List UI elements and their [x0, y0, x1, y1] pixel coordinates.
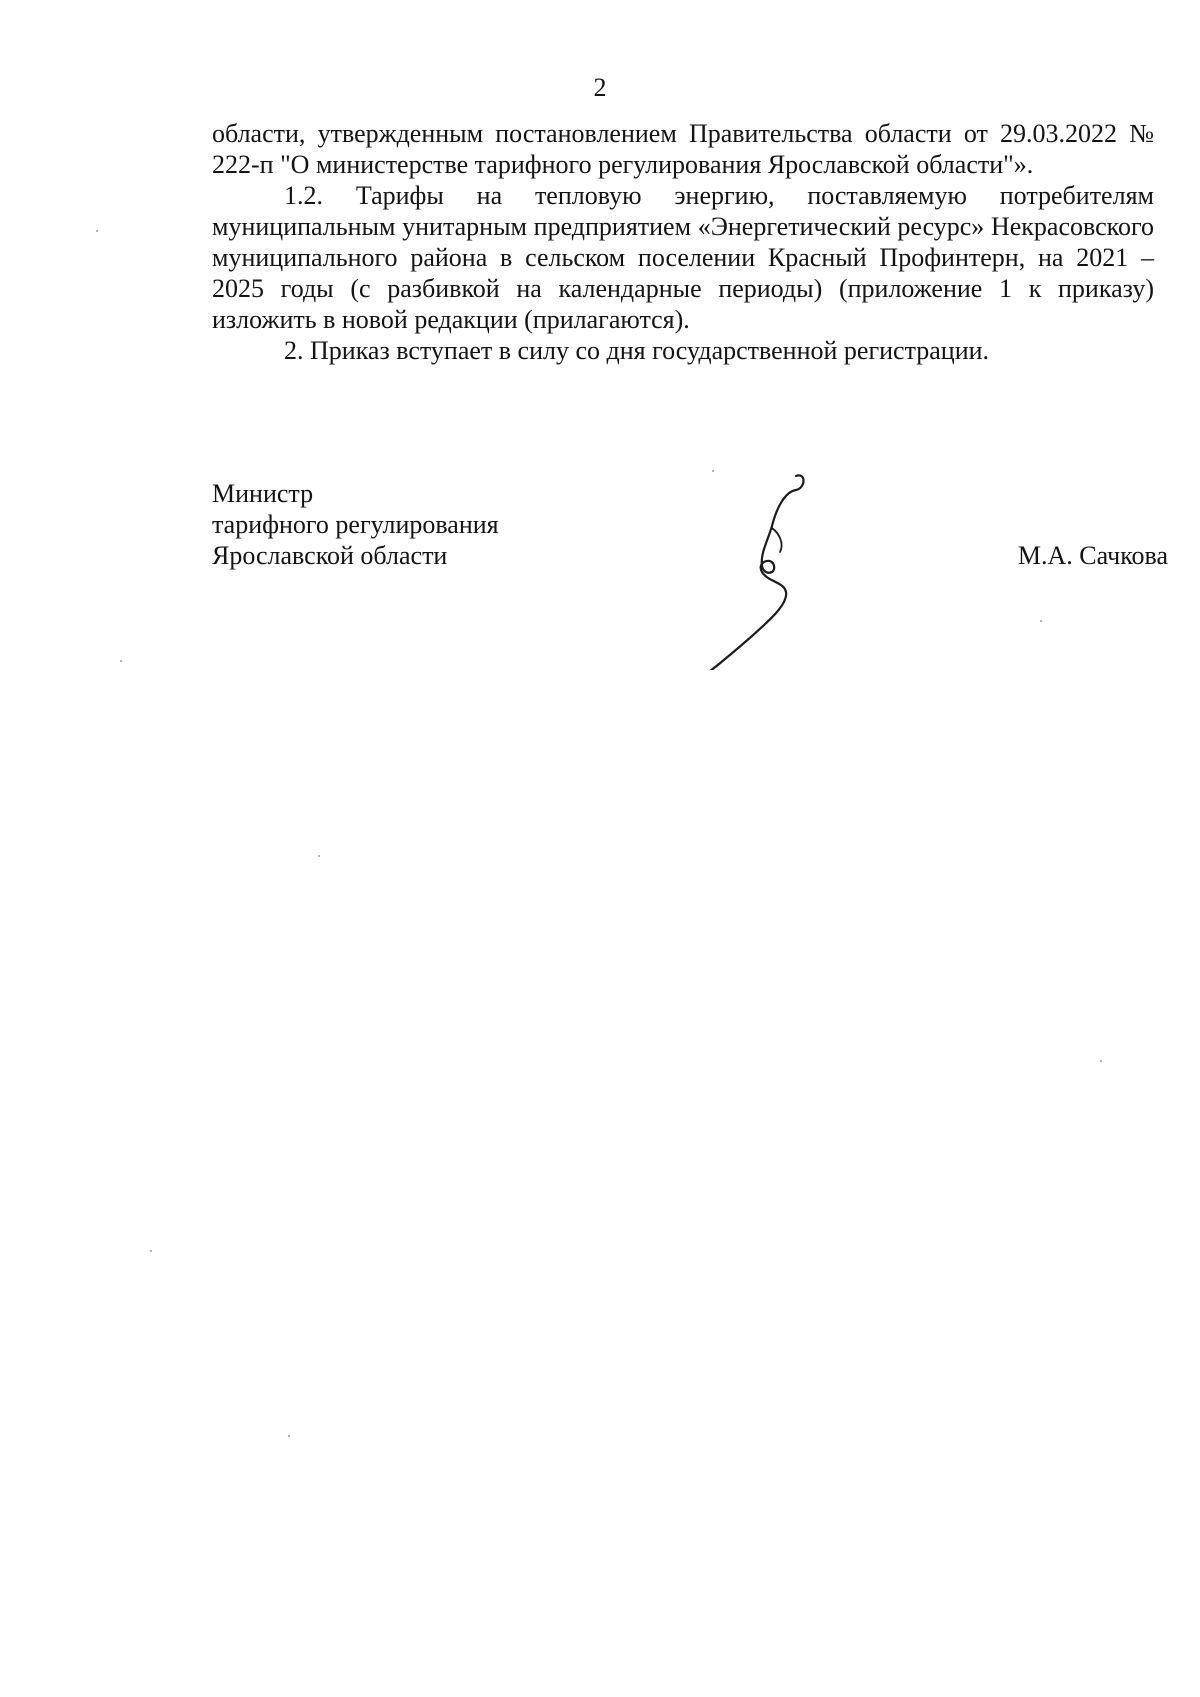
- signer-name: М.А. Сачкова: [1017, 541, 1168, 570]
- position-line-2: тарифного регулирования: [212, 510, 499, 539]
- paragraph-item-1-2: 1.2. Тарифы на тепловую энергию, поставляемую потребителям муниципальным унитарным предприятием «Энергетический ресурс» Некрасовского муниципального района в сельском поселении Красный Профинтерн, на 2021 – 2025 годы (с разбивкой на календарные периоды) (приложение 1 к приказу) изложить в новой редакции (прилагаются).: [212, 181, 1154, 334]
- scan-speck: [712, 470, 714, 472]
- scan-speck: [150, 1250, 152, 1252]
- scan-speck: [1100, 1060, 1102, 1062]
- scan-speck: [96, 230, 98, 232]
- page-number: 2: [593, 73, 607, 102]
- scan-speck: [288, 1435, 290, 1437]
- paragraph-continuation: области, утвержденным постановлением Правительства области от 29.03.2022 № 222-п "О министерстве тарифного регулирования Ярославской области"».: [212, 119, 1154, 179]
- scan-speck: [120, 660, 122, 662]
- scan-speck: [1040, 620, 1042, 622]
- position-line-3: Ярославской области: [212, 541, 448, 570]
- scan-speck: [318, 855, 320, 857]
- position-line-1: Министр: [212, 479, 314, 508]
- document-body: [212, 118, 1154, 366]
- handwritten-signature: [660, 470, 880, 670]
- paragraph-item-2: 2. Приказ вступает в силу со дня государственной регистрации.: [284, 336, 990, 365]
